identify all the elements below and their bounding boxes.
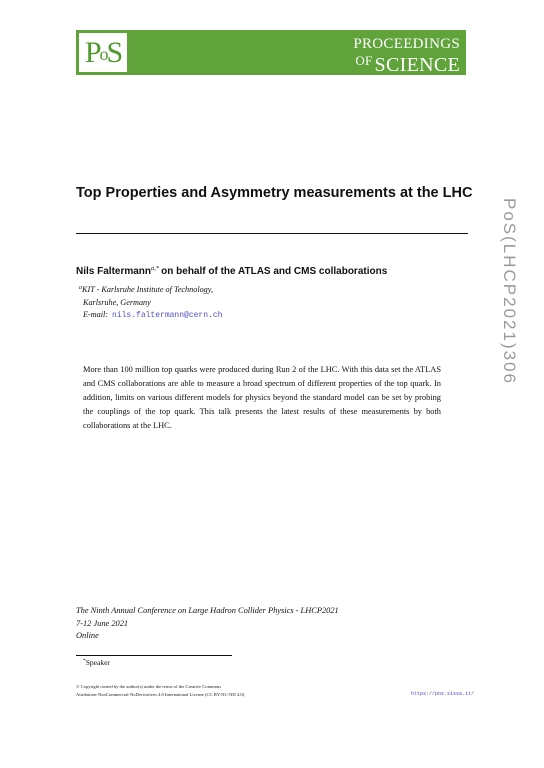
pos-logo-text: PoS — [84, 36, 122, 69]
abstract: More than 100 million top quarks were produced during Run 2 of the LHC. With this data set the ATLAS and CMS collaborations are able to measure a broad spectrum of different properties of the top quark. In addition, limits on various different models for physics beyond the standard model can be set by probing the couplings of the top quark. This talk presents the latest results of these measurements by both collaborations at the LHC. — [83, 365, 441, 430]
pos-url-link[interactable]: https://pos.sissa.it/ — [411, 691, 475, 697]
banner-proceedings: PROCEEDINGS — [353, 36, 460, 52]
email-line: E-mail: nils.faltermann@cern.ch — [83, 310, 223, 320]
license-notice: © Copyright owned by the author(s) under the terms of the Creative Commons Attribution-NonCommercial-NoDerivatives 4.0 International License (CC BY-NC-ND 4.0). — [76, 684, 246, 697]
email-link[interactable]: nils.faltermann@cern.ch — [112, 311, 223, 320]
footnote-rule — [76, 655, 232, 656]
author-name: Nils Faltermann — [76, 266, 152, 277]
banner-of-science: $^{OF}$ SCIENCE — [355, 53, 460, 76]
side-identifier: PoS(LHCP2021)306 — [500, 198, 519, 385]
pos-header-banner — [76, 30, 466, 75]
author-marks: a,* — [151, 265, 160, 272]
conference-info: The Ninth Annual Conference on Large Hadron Collider Physics - LHCP2021 7-12 June 2021 Online — [76, 606, 339, 640]
title-rule — [76, 233, 468, 234]
footnote: *Speaker — [83, 658, 110, 667]
pos-logo — [79, 33, 127, 72]
author-collaboration: on behalf of the ATLAS and CMS collaborations — [161, 266, 388, 277]
affiliation: $^a$KIT - Karlsruhe Institute of Technology, Karlsruhe, Germany — [79, 285, 214, 307]
paper-title: Top Properties and Asymmetry measurements at the LHC — [76, 185, 473, 201]
author-line — [76, 265, 387, 277]
